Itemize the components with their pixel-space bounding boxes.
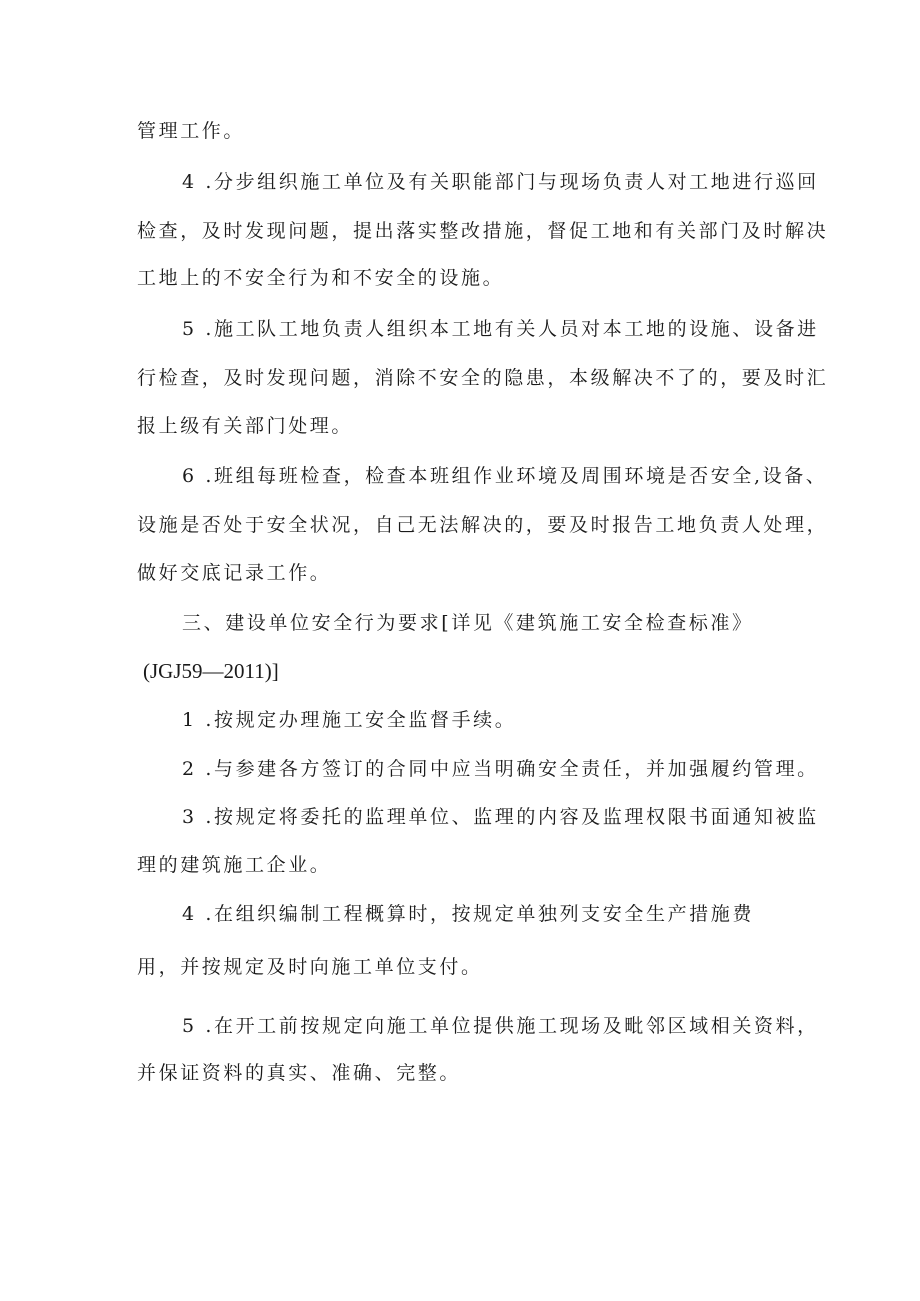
req-item-5-line-1: 5 .在开工前按规定向施工单位提供施工现场及毗邻区域相关资料， [182,1015,819,1037]
req-item-3-line-2: 理的建筑施工企业。 [137,854,332,876]
req-item-5-line-2: 并保证资料的真实、准确、完整。 [137,1062,462,1084]
text-line-1: 管理工作。 [137,120,246,142]
item-4-line-3: 工地上的不安全行为和不安全的设施。 [137,267,505,289]
req-item-2: 2 .与参建各方签订的合同中应当明确安全责任，并加强履约管理。 [182,758,819,780]
item-6-line-3: 做好交底记录工作。 [137,562,332,584]
item-6-line-1: 6 .班组每班检查，检查本班组作业环境及周围环境是否安全,设备、 [182,465,828,487]
item-4-line-1: 4 .分步组织施工单位及有关职能部门与现场负责人对工地进行巡回 [182,171,819,193]
item-5-line-2: 行检查，及时发现问题，消除不安全的隐患，本级解决不了的，要及时汇 [137,367,829,389]
req-item-3-line-1: 3 .按规定将委托的监理单位、监理的内容及监理权限书面通知被监 [182,806,819,828]
req-item-4-line-2: 用，并按规定及时向施工单位支付。 [137,956,483,978]
req-item-4-line-1: 4 .在组织编制工程概算时，按规定单独列支安全生产措施费 [182,903,754,925]
item-5-line-1: 5 .施工队工地负责人组织本工地有关人员对本工地的设施、设备进 [182,318,819,340]
item-5-line-3: 报上级有关部门处理。 [137,415,354,437]
section-heading-standard-code: (JGJ59—2011)] [143,659,279,683]
section-heading: 三、建设单位安全行为要求[详见《建筑施工安全检查标准》 [182,612,754,634]
req-item-1: 1 .按规定办理施工安全监督手续。 [182,709,517,731]
item-4-line-2: 检查，及时发现问题，提出落实整改措施，督促工地和有关部门及时解决 [137,220,829,242]
item-6-line-2: 设施是否处于安全状况，自己无法解决的，要及时报告工地负责人处理， [137,514,829,536]
